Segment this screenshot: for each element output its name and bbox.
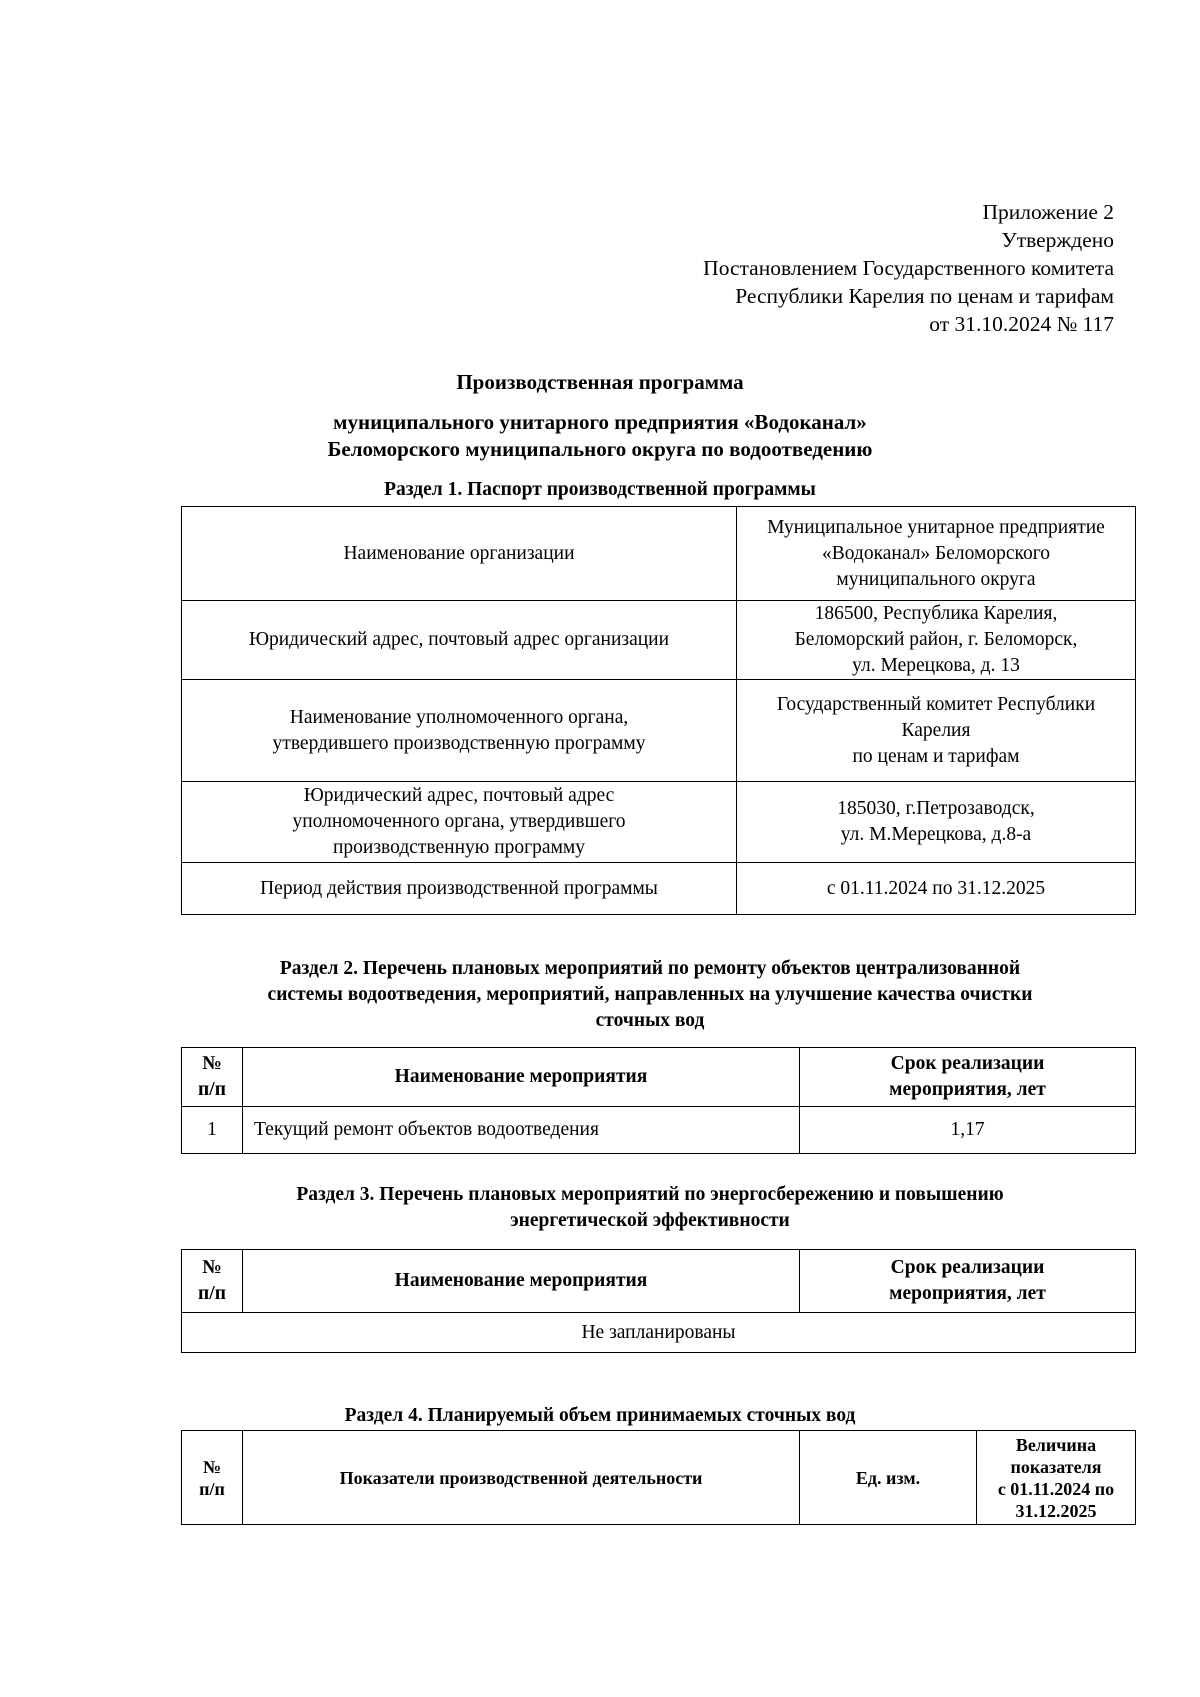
- approval-committee: Республики Карелия по ценам и тарифам: [735, 284, 1114, 308]
- column-header-term: [800, 1250, 1136, 1313]
- empty-row-text: Не запланированы: [182, 1313, 1136, 1353]
- column-header-unit: Ед. изм.: [800, 1431, 977, 1525]
- header-line: №: [202, 1456, 222, 1477]
- label-line: производственную программу: [332, 837, 585, 858]
- energy-measures-table: [181, 1249, 1136, 1353]
- column-header-number: [182, 1250, 243, 1313]
- measure-name: Текущий ремонт объектов водоотведения: [243, 1107, 800, 1154]
- heading-line: системы водоотведения, мероприятий, направленных на улучшение качества очистки: [267, 984, 1033, 1005]
- value-line: ул. М.Мерецкова, д.8-а: [840, 824, 1032, 845]
- passport-label: Юридический адрес, почтовый адрес организации: [182, 601, 737, 680]
- column-header-name: Наименование мероприятия: [243, 1048, 800, 1107]
- value-line: Государственный комитет Республики: [776, 693, 1096, 715]
- header-line: п/п: [198, 1079, 226, 1100]
- heading-line: сточных вод: [595, 1010, 705, 1031]
- approval-appendix: Приложение 2: [982, 200, 1114, 224]
- approval-date-number: от 31.10.2024 № 117: [929, 312, 1114, 336]
- heading-line: Раздел 3. Перечень плановых мероприятий по энергосбережению и повышению: [296, 1184, 1004, 1205]
- table-row: [182, 601, 1136, 680]
- header-line: №: [202, 1053, 222, 1074]
- header-line: Величина: [1015, 1434, 1097, 1455]
- table-row: [182, 680, 1136, 782]
- wastewater-volume-table: [181, 1430, 1136, 1525]
- header-line: 31.12.2025: [1015, 1500, 1097, 1521]
- header-line: п/п: [198, 1283, 226, 1304]
- header-line: Срок реализации: [890, 1257, 1045, 1278]
- value-line: 186500, Республика Карелия,: [814, 603, 1058, 624]
- label-line: Наименование уполномоченного органа,: [289, 706, 629, 728]
- column-header-number: [182, 1431, 243, 1525]
- approval-resolution: Постановлением Государственного комитета: [703, 256, 1114, 280]
- header-line: п/п: [199, 1478, 225, 1499]
- heading-line: энергетической эффективности: [510, 1210, 790, 1231]
- label-line: Юридический адрес, почтовый адрес: [303, 785, 615, 806]
- table-header-row: [182, 1250, 1136, 1313]
- column-header-number: [182, 1048, 243, 1107]
- table-header-row: [182, 1431, 1136, 1525]
- section3-heading: [200, 1182, 1100, 1234]
- table-row: [182, 507, 1136, 601]
- heading-line: Раздел 2. Перечень плановых мероприятий по ремонту объектов централизованной: [279, 958, 1021, 979]
- row-number: 1: [182, 1107, 243, 1154]
- value-line: Муниципальное унитарное предприятие: [767, 516, 1105, 538]
- passport-value: [737, 680, 1136, 782]
- value-line: муниципального округа: [836, 568, 1036, 590]
- subtitle-line: муниципального унитарного предприятия «Водоканал»: [333, 410, 867, 434]
- passport-label: Наименование организации: [182, 507, 737, 601]
- value-line: Карелия: [901, 719, 971, 741]
- approval-approved: Утверждено: [1001, 228, 1114, 252]
- header-line: показателя: [1010, 1456, 1102, 1477]
- measure-term: 1,17: [800, 1107, 1136, 1154]
- section2-heading: [200, 956, 1100, 1034]
- document-title: Производственная программа: [456, 370, 744, 394]
- table-header-row: [182, 1048, 1136, 1107]
- passport-label: [182, 680, 737, 782]
- label-line: утвердившего производственную программу: [272, 732, 646, 754]
- section4-heading: Раздел 4. Планируемый объем принимаемых сточных вод: [344, 1405, 856, 1426]
- column-header-value: [977, 1431, 1136, 1525]
- column-header-name: Наименование мероприятия: [243, 1250, 800, 1313]
- header-line: Срок реализации: [890, 1053, 1045, 1074]
- value-line: «Водоканал» Беломорского: [821, 542, 1051, 564]
- table-row: [182, 1313, 1136, 1353]
- passport-value: с 01.11.2024 по 31.12.2025: [737, 863, 1136, 915]
- passport-label: Период действия производственной программы: [182, 863, 737, 915]
- column-header-indicator: Показатели производственной деятельности: [243, 1431, 800, 1525]
- document-subtitle: [100, 409, 1100, 463]
- label-line: уполномоченного органа, утвердившего: [292, 811, 626, 832]
- value-line: ул. Мерецкова, д. 13: [852, 655, 1020, 676]
- value-line: по ценам и тарифам: [852, 745, 1020, 767]
- header-line: мероприятия, лет: [889, 1079, 1046, 1100]
- value-line: Беломорский район, г. Беломорск,: [794, 629, 1078, 650]
- value-line: 185030, г.Петрозаводск,: [837, 798, 1035, 819]
- table-row: [182, 782, 1136, 863]
- header-line: с 01.11.2024 по: [997, 1478, 1115, 1499]
- table-row: [182, 1107, 1136, 1154]
- passport-label: [182, 782, 737, 863]
- passport-value: [737, 601, 1136, 680]
- header-line: мероприятия, лет: [889, 1283, 1046, 1304]
- passport-value: [737, 782, 1136, 863]
- passport-table: [181, 506, 1136, 915]
- column-header-term: [800, 1048, 1136, 1107]
- repair-measures-table: [181, 1047, 1136, 1154]
- header-line: №: [202, 1257, 222, 1278]
- passport-value: [737, 507, 1136, 601]
- subtitle-line: Беломорского муниципального округа по водоотведению: [327, 437, 873, 461]
- approval-block: [414, 198, 1114, 338]
- table-row: [182, 863, 1136, 915]
- section1-heading: Раздел 1. Паспорт производственной программы: [384, 479, 816, 500]
